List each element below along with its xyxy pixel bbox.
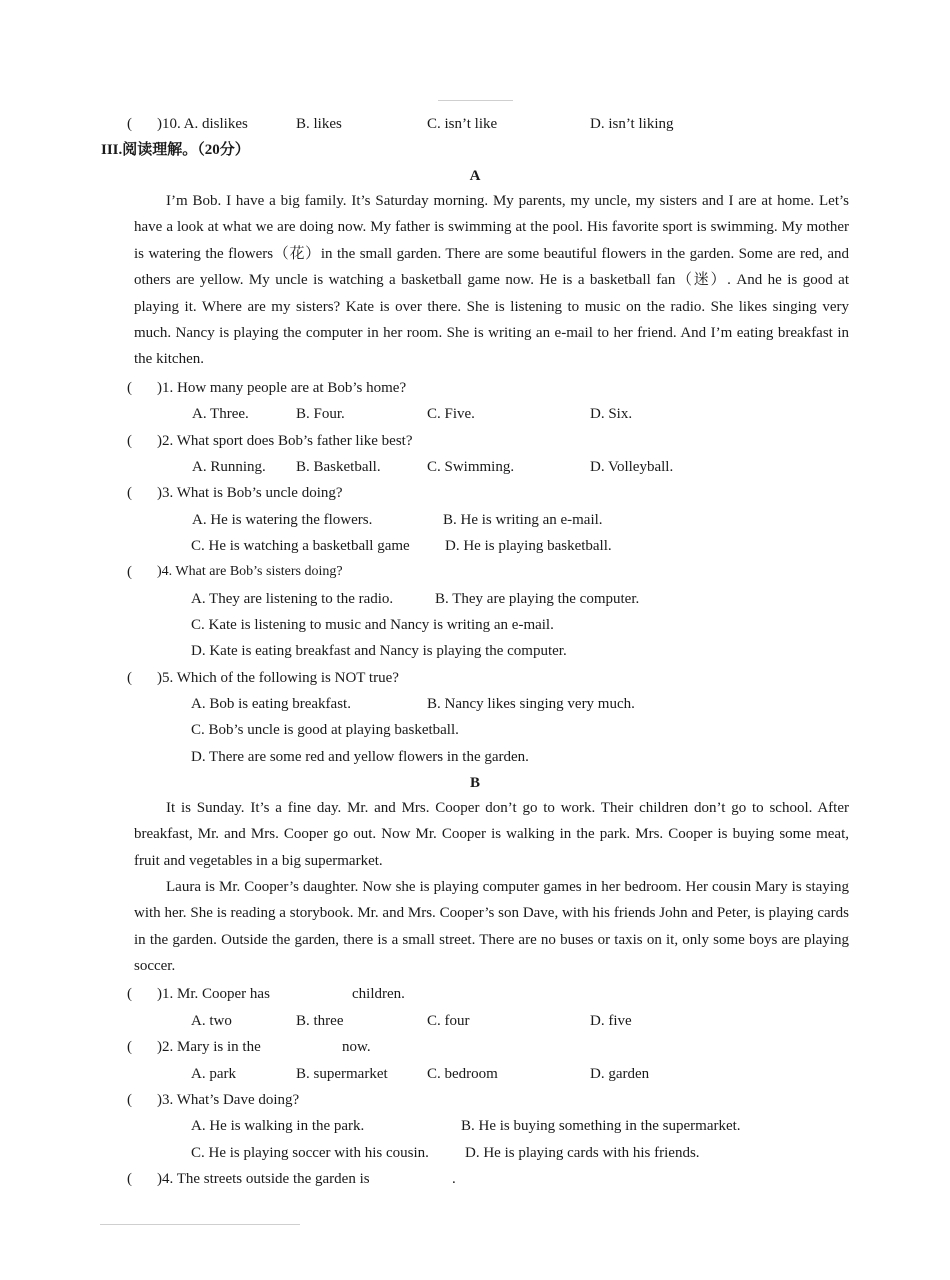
a-q4-option-a: A. They are listening to the radio. — [191, 591, 394, 607]
passage-b-label: B — [469, 775, 480, 791]
q10-option-c: C. isn’t like — [427, 116, 498, 132]
a-q4-option-d: D. Kate is eating breakfast and Nancy is playing the computer. — [191, 643, 567, 659]
a-q2-option-a: A. Running. — [192, 459, 266, 475]
a-q2-option-b: B. Basketball. — [296, 459, 381, 475]
answer-paren: ( — [127, 1039, 132, 1055]
b-q3-option-b: B. He is buying something in the supermarket. — [461, 1118, 741, 1134]
answer-paren: ( — [127, 433, 132, 449]
a-q1-option-d: D. Six. — [590, 406, 633, 422]
a-q1-option-c: C. Five. — [427, 406, 475, 422]
b-q3-option-c: C. He is playing soccer with his cousin. — [191, 1145, 429, 1161]
a-q3-option-b: B. He is writing an e-mail. — [443, 512, 603, 528]
a-q5-stem: )5. Which of the following is NOT true? — [157, 670, 399, 686]
b-q4-stem: )4. The streets outside the garden is — [157, 1171, 370, 1187]
b-q1-stem: )1. Mr. Cooper has — [157, 986, 270, 1002]
b-q2-option-b: B. supermarket — [296, 1066, 388, 1082]
section-title-text: III.阅读理解。（ — [101, 142, 205, 158]
answer-paren: ( — [127, 116, 132, 132]
b-q1-option-c: C. four — [427, 1013, 470, 1029]
a-q3-option-d: D. He is playing basketball. — [445, 538, 612, 554]
a-q1-option-b: B. Four. — [296, 406, 345, 422]
b-q2-stem-tail: now. — [342, 1039, 371, 1055]
answer-paren: ( — [127, 485, 132, 501]
a-q4-stem: )4. What are Bob’s sisters doing? — [157, 564, 343, 579]
q10-stem: )10. A. dislikes — [157, 116, 248, 132]
b-q2-option-d: D. garden — [590, 1066, 650, 1082]
b-q1-option-b: B. three — [296, 1013, 344, 1029]
b-q1-stem-tail: children. — [352, 986, 405, 1002]
passage-a-label: A — [469, 168, 481, 184]
passage-b-paragraph-1: It is Sunday. It’s a fine day. Mr. and Mrs. Cooper don’t go to work. Their children don’t go to school. After breakfast, Mr. and Mrs. Cooper go out. Now Mr. Cooper is walking in the park. Mrs. Cooper is buying some meat, fruit and vegetables in a big supermarket. — [134, 800, 849, 869]
a-q2-option-c: C. Swimming. — [427, 459, 515, 475]
a-q3-option-c: C. He is watching a basketball game — [191, 538, 410, 554]
q10-option-b: B. likes — [296, 116, 342, 132]
b-q1-option-a: A. two — [191, 1013, 232, 1029]
b-q2-stem: )2. Mary is in the — [157, 1039, 261, 1055]
a-q5-option-b: B. Nancy likes singing very much. — [427, 696, 635, 712]
passage-a-text: I’m Bob. I have a big family. It’s Saturday morning. My parents, my uncle, my sisters and I are at home. Let’s have a look at what we are doing now. My father is swimming at the pool. His favorite sport is swimming. My mother is watering the flowers（花）in the small garden. There are some beautiful flowers in the garden. Some are red, and others are yellow. My uncle is watching a basketball game now. He is a basketball fan（迷）. And he is good at playing it. Where are my sisters? Kate is over there. She is listening to music on the radio. She likes singing very much. Nancy is playing the computer in her room. She is writing an e-mail to her friend. And I’m eating breakfast in the kitchen. — [134, 193, 849, 368]
b-q3-option-a: A. He is walking in the park. — [191, 1118, 365, 1134]
b-q3-option-d: D. He is playing cards with his friends. — [465, 1145, 700, 1161]
a-q2-stem: )2. What sport does Bob’s father like best? — [157, 433, 413, 449]
passage-b-paragraph-2: Laura is Mr. Cooper’s daughter. Now she is playing computer games in her bedroom. Her cousin Mary is staying with her. She is reading a storybook. Mr. and Mrs. Cooper’s son Dave, with his friends John and Peter, is playing cards in the garden. Outside the garden, there is a small street. There are no buses or taxis on it, only some boys are playing soccer. — [134, 879, 849, 975]
answer-paren: ( — [127, 380, 132, 396]
answer-paren: ( — [127, 670, 132, 686]
a-q5-option-c: C. Bob’s uncle is good at playing basketball. — [191, 722, 459, 738]
a-q4-option-c: C. Kate is listening to music and Nancy is writing an e-mail. — [191, 617, 554, 633]
answer-paren: ( — [127, 986, 132, 1002]
answer-paren: ( — [127, 1092, 132, 1108]
a-q1-stem: )1. How many people are at Bob’s home? — [157, 380, 407, 396]
section-score: 20 — [204, 142, 220, 158]
q10-option-d: D. isn’t liking — [590, 116, 674, 132]
a-q5-option-a: A. Bob is eating breakfast. — [191, 696, 351, 712]
b-q1-option-d: D. five — [590, 1013, 632, 1029]
answer-paren: ( — [127, 564, 132, 580]
a-q3-option-a: A. He is watering the flowers. — [192, 512, 373, 528]
a-q3-stem: )3. What is Bob’s uncle doing? — [157, 485, 343, 501]
a-q4-option-b: B. They are playing the computer. — [435, 591, 640, 607]
b-q2-option-c: C. bedroom — [427, 1066, 498, 1082]
b-q3-stem: )3. What’s Dave doing? — [157, 1092, 300, 1108]
b-q2-option-a: A. park — [191, 1066, 236, 1082]
top-rule — [438, 100, 513, 101]
answer-paren: ( — [127, 1171, 132, 1187]
a-q1-option-a: A. Three. — [192, 406, 249, 422]
section-title — [101, 141, 250, 159]
footnote-rule — [100, 1224, 300, 1225]
b-q4-stem-tail: . — [452, 1171, 456, 1187]
a-q5-option-d: D. There are some red and yellow flowers in the garden. — [191, 749, 529, 765]
a-q2-option-d: D. Volleyball. — [590, 459, 674, 475]
section-unit: 分） — [219, 142, 250, 158]
